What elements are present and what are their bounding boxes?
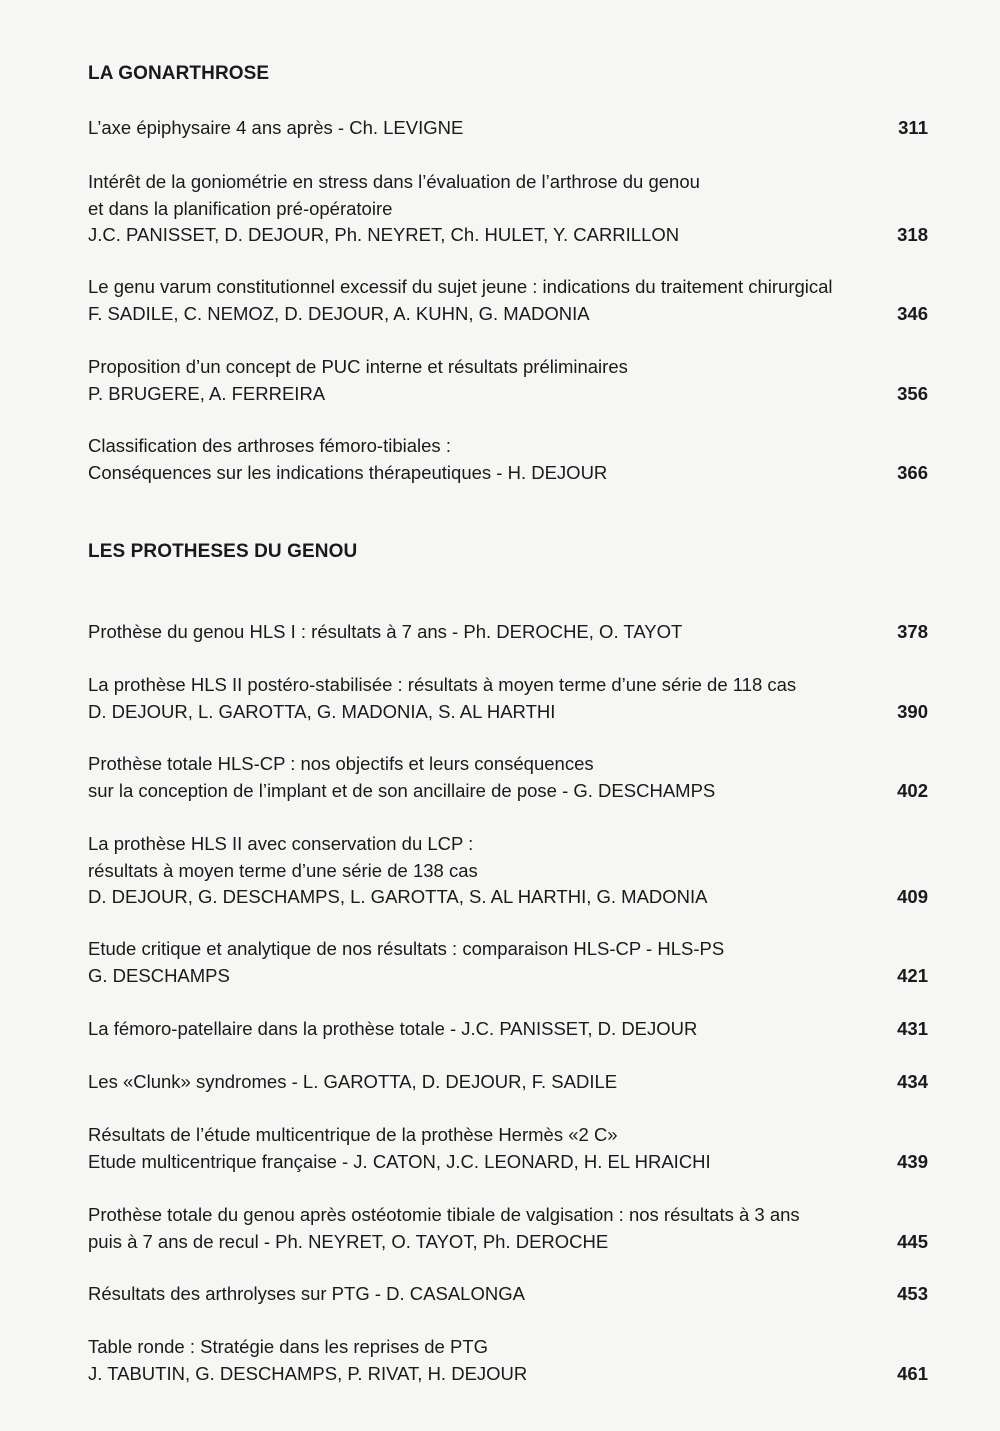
entry-text bbox=[88, 936, 888, 989]
toc-entry bbox=[88, 619, 928, 646]
page-number: 318 bbox=[897, 224, 928, 245]
toc-entry bbox=[88, 115, 928, 142]
entry-text bbox=[88, 672, 888, 725]
entry-text bbox=[88, 751, 888, 804]
entry-line: Intérêt de la goniométrie en stress dans l’évaluation de l’arthrose du genou bbox=[88, 171, 700, 192]
entry-text bbox=[88, 354, 888, 407]
toc-entry bbox=[88, 831, 928, 911]
entry-line: La prothèse HLS II avec conservation du LCP : bbox=[88, 833, 474, 854]
entry-text bbox=[88, 433, 888, 486]
page-number: 346 bbox=[897, 302, 928, 324]
toc-entry bbox=[88, 354, 928, 407]
entry-line: L’axe épiphysaire 4 ans après - Ch. LEVIGNE bbox=[88, 117, 464, 138]
section-title: LA GONARTHROSE bbox=[88, 63, 270, 84]
entry-line: Les «Clunk» syndromes - L. GAROTTA, D. DEJOUR, F. SADILE bbox=[88, 1071, 618, 1092]
entry-line: F. SADILE, C. NEMOZ, D. DEJOUR, A. KUHN, G. MADONIA bbox=[88, 302, 590, 324]
entry-line: Conséquences sur les indications thérapeutiques - H. DEJOUR bbox=[88, 461, 608, 483]
page-number: 311 bbox=[898, 117, 928, 138]
toc-entry bbox=[88, 1202, 928, 1255]
entry-text bbox=[88, 831, 888, 911]
entry-text bbox=[88, 619, 888, 646]
entry-text bbox=[88, 169, 888, 249]
entry-text bbox=[88, 1016, 888, 1043]
toc-entry bbox=[88, 1122, 928, 1175]
entry-text bbox=[88, 1334, 888, 1387]
entry-line: Prothèse totale HLS-CP : nos objectifs et leurs conséquences bbox=[88, 753, 594, 774]
toc-entry bbox=[88, 274, 928, 327]
page-number: 356 bbox=[897, 382, 928, 404]
toc-entry bbox=[88, 169, 928, 249]
entry-line: J.C. PANISSET, D. DEJOUR, Ph. NEYRET, Ch. HULET, Y. CARRILLON bbox=[88, 224, 680, 245]
entry-text bbox=[88, 115, 888, 142]
entry-line: La prothèse HLS II postéro-stabilisée : résultats à moyen terme d’une série de 118 cas bbox=[88, 674, 797, 695]
entry-text bbox=[88, 1069, 888, 1096]
toc-entry bbox=[88, 1069, 928, 1096]
page-number: 461 bbox=[897, 1362, 928, 1384]
entry-line: puis à 7 ans de recul - Ph. NEYRET, O. TAYOT, Ph. DEROCHE bbox=[88, 1230, 609, 1252]
entry-line: Classification des arthroses fémoro-tibiales : bbox=[88, 435, 451, 456]
entry-line: Etude multicentrique française - J. CATON, J.C. LEONARD, H. EL HRAICHI bbox=[88, 1150, 711, 1172]
toc-entry bbox=[88, 433, 928, 486]
page-number: 431 bbox=[897, 1018, 928, 1039]
page-number: 453 bbox=[897, 1283, 928, 1304]
toc-entry bbox=[88, 1016, 928, 1043]
toc-entry bbox=[88, 936, 928, 989]
page-number: 402 bbox=[897, 779, 928, 801]
entry-line: Résultats de l’étude multicentrique de la prothèse Hermès «2 C» bbox=[88, 1124, 618, 1145]
entry-line: G. DESCHAMPS bbox=[88, 964, 230, 986]
entry-line: Le genu varum constitutionnel excessif du sujet jeune : indications du traitement chirurgical bbox=[88, 276, 833, 297]
entry-line: Prothèse totale du genou après ostéotomie tibiale de valgisation : nos résultats à 3 ans bbox=[88, 1204, 800, 1225]
page-number: 390 bbox=[897, 700, 928, 722]
entry-line: Prothèse du genou HLS I : résultats à 7 ans - Ph. DEROCHE, O. TAYOT bbox=[88, 621, 683, 642]
entry-text bbox=[88, 1202, 888, 1255]
page-number: 366 bbox=[897, 461, 928, 483]
toc-entry bbox=[88, 751, 928, 804]
entry-text bbox=[88, 274, 888, 327]
entry-line: J. TABUTIN, G. DESCHAMPS, P. RIVAT, H. DEJOUR bbox=[88, 1362, 528, 1384]
entry-line: D. DEJOUR, G. DESCHAMPS, L. GAROTTA, S. AL HARTHI, G. MADONIA bbox=[88, 886, 708, 907]
entry-text bbox=[88, 1122, 888, 1175]
entry-line: sur la conception de l’implant et de son ancillaire de pose - G. DESCHAMPS bbox=[88, 779, 716, 801]
entry-line: Proposition d’un concept de PUC interne et résultats préliminaires bbox=[88, 356, 628, 377]
page-number: 434 bbox=[897, 1071, 928, 1092]
entry-line: résultats à moyen terme d’une série de 138 cas bbox=[88, 859, 478, 881]
entry-line: P. BRUGERE, A. FERREIRA bbox=[88, 382, 326, 404]
page-number: 439 bbox=[897, 1150, 928, 1172]
entry-line: Etude critique et analytique de nos résultats : comparaison HLS-CP - HLS-PS bbox=[88, 938, 725, 959]
section-title: LES PROTHESES DU GENOU bbox=[88, 541, 358, 562]
entry-line: Table ronde : Stratégie dans les reprises de PTG bbox=[88, 1336, 489, 1357]
entry-line: et dans la planification pré-opératoire bbox=[88, 197, 393, 219]
entry-line: La fémoro-patellaire dans la prothèse totale - J.C. PANISSET, D. DEJOUR bbox=[88, 1018, 698, 1039]
entry-text bbox=[88, 1281, 888, 1308]
entry-line: D. DEJOUR, L. GAROTTA, G. MADONIA, S. AL HARTHI bbox=[88, 700, 556, 722]
page-number: 421 bbox=[897, 964, 928, 986]
toc-entry bbox=[88, 1334, 928, 1387]
page-number: 378 bbox=[897, 621, 928, 642]
toc-entry bbox=[88, 672, 928, 725]
toc-entry bbox=[88, 1281, 928, 1308]
entry-line: Résultats des arthrolyses sur PTG - D. CASALONGA bbox=[88, 1283, 525, 1304]
page-number: 445 bbox=[897, 1230, 928, 1252]
page-number: 409 bbox=[897, 886, 928, 907]
